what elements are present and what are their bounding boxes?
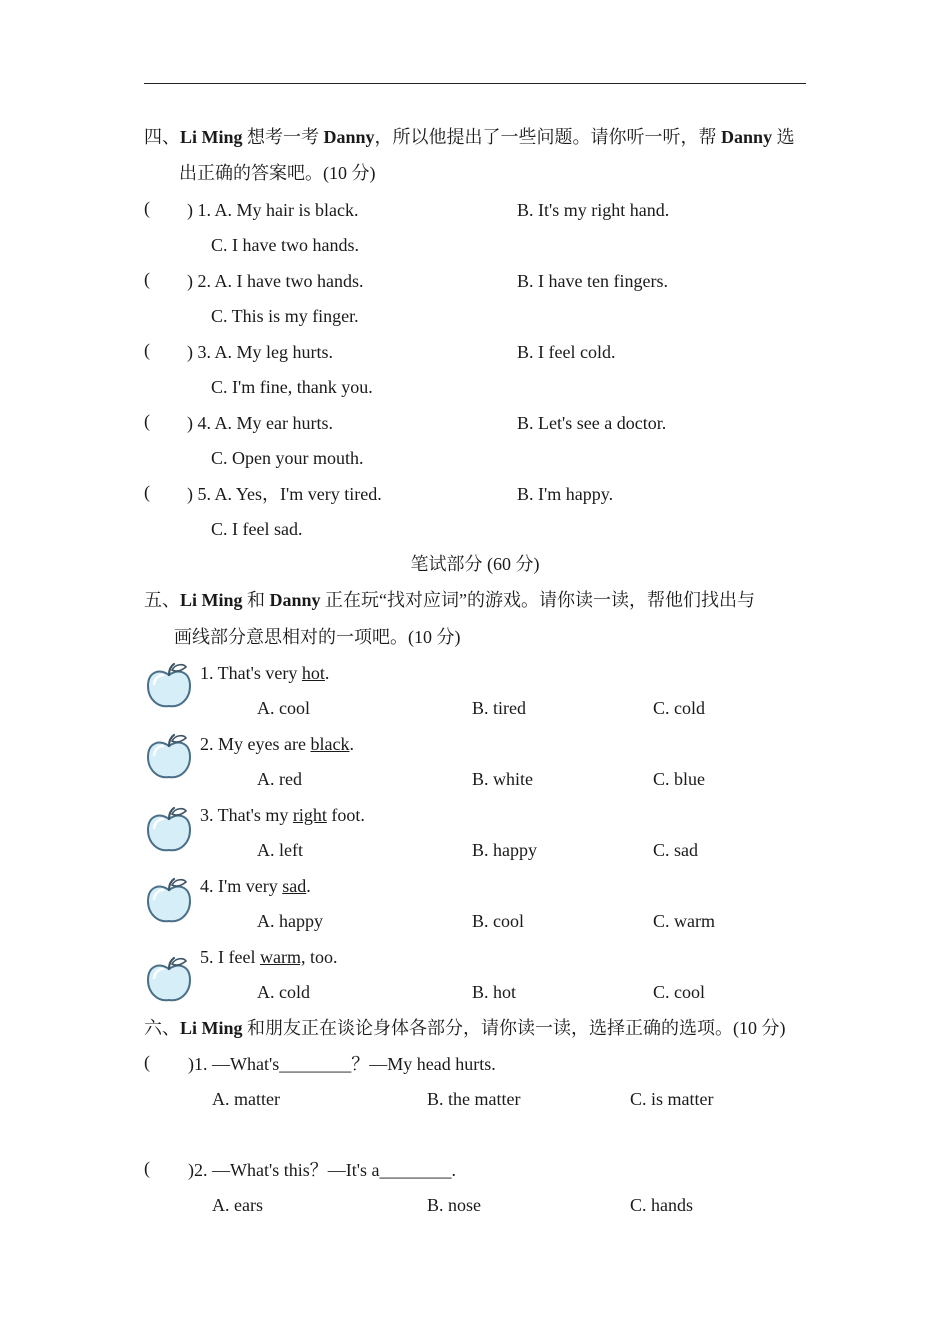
- option-a: A. ears: [212, 1195, 263, 1215]
- answer-blank[interactable]: (: [144, 269, 150, 289]
- question-option-a: ) 1. A. My hair is black.: [187, 200, 359, 220]
- question-option-c: C. I feel sad.: [211, 519, 303, 539]
- underlined-word: right: [292, 805, 327, 825]
- option-c: C. cold: [653, 698, 705, 718]
- apple-icon: [144, 956, 194, 1004]
- option-c: C. is matter: [630, 1089, 714, 1109]
- option-b: B. the matter: [427, 1089, 521, 1109]
- answer-blank[interactable]: (: [144, 1052, 150, 1072]
- question-option-b: B. I have ten fingers.: [517, 271, 668, 291]
- apple-icon: [144, 733, 194, 781]
- option-a: A. cool: [257, 698, 310, 718]
- item-sentence: 1. That's very hot.: [200, 663, 330, 683]
- apple-icon: [144, 662, 194, 710]
- answer-blank[interactable]: (: [144, 1158, 150, 1178]
- written-part-title: 笔试部分 (60 分): [410, 554, 540, 574]
- item-sentence: 4. I'm very sad.: [200, 876, 311, 896]
- question-option-a: ) 4. A. My ear hurts.: [187, 413, 333, 433]
- answer-blank[interactable]: (: [144, 198, 150, 218]
- section6-heading: 六、Li Ming 和朋友正在谈论身体各部分，请你读一读，选择正确的选项。(10 分): [144, 1018, 786, 1038]
- option-b: B. tired: [472, 698, 526, 718]
- question-option-b: B. I feel cold.: [517, 342, 616, 362]
- option-c: C. warm: [653, 911, 715, 931]
- option-b: B. hot: [472, 982, 517, 1002]
- apple-icon: [144, 806, 194, 854]
- question-option-c: C. I have two hands.: [211, 235, 359, 255]
- question-option-b: B. Let's see a doctor.: [517, 413, 667, 433]
- section4-heading-line2: 出正确的答案吧。(10 分): [179, 163, 376, 183]
- option-c: C. hands: [630, 1195, 693, 1215]
- item-sentence: 3. That's my right foot.: [200, 805, 365, 825]
- option-a: A. red: [257, 769, 302, 789]
- question-option-a: ) 2. A. I have two hands.: [187, 271, 364, 291]
- option-a: A. matter: [212, 1089, 280, 1109]
- option-a: A. happy: [257, 911, 323, 931]
- question-option-b: B. I'm happy.: [517, 484, 614, 504]
- item-sentence: 5. I feel warm, too.: [200, 947, 338, 967]
- option-c: C. blue: [653, 769, 705, 789]
- section4-heading: 四、Li Ming 想考一考 Danny，所以他提出了一些问题。请你听一听，帮 Danny 选: [144, 127, 795, 147]
- underlined-word: warm,: [259, 947, 306, 967]
- item-sentence: 2. My eyes are black.: [200, 734, 354, 754]
- option-b: B. white: [472, 769, 533, 789]
- option-a: A. left: [257, 840, 303, 860]
- section5-heading-line2: 画线部分意思相对的一项吧。(10 分): [174, 627, 461, 647]
- option-b: B. cool: [472, 911, 524, 931]
- question-option-c: C. Open your mouth.: [211, 448, 364, 468]
- question-text: )2. —What's this？—It's a________.: [188, 1160, 456, 1180]
- option-a: A. cold: [257, 982, 310, 1002]
- question-text: )1. —What's________？—My head hurts.: [188, 1054, 496, 1074]
- option-b: B. happy: [472, 840, 537, 860]
- apple-icon: [144, 877, 194, 925]
- question-option-c: C. I'm fine, thank you.: [211, 377, 373, 397]
- question-option-a: ) 3. A. My leg hurts.: [187, 342, 333, 362]
- underlined-word: sad: [282, 876, 307, 896]
- header-rule: [144, 83, 806, 84]
- answer-blank[interactable]: (: [144, 411, 150, 431]
- option-c: C. cool: [653, 982, 705, 1002]
- option-b: B. nose: [427, 1195, 481, 1215]
- section5-heading: 五、Li Ming 和 Danny 正在玩“找对应词”的游戏。请你读一读，帮他们找出与: [144, 590, 756, 610]
- underlined-word: black: [310, 734, 350, 754]
- answer-blank[interactable]: (: [144, 482, 150, 502]
- question-option-b: B. It's my right hand.: [517, 200, 670, 220]
- underlined-word: hot: [301, 663, 325, 683]
- answer-blank[interactable]: (: [144, 340, 150, 360]
- question-option-a: ) 5. A. Yes，I'm very tired.: [187, 484, 382, 504]
- option-c: C. sad: [653, 840, 698, 860]
- question-option-c: C. This is my finger.: [211, 306, 359, 326]
